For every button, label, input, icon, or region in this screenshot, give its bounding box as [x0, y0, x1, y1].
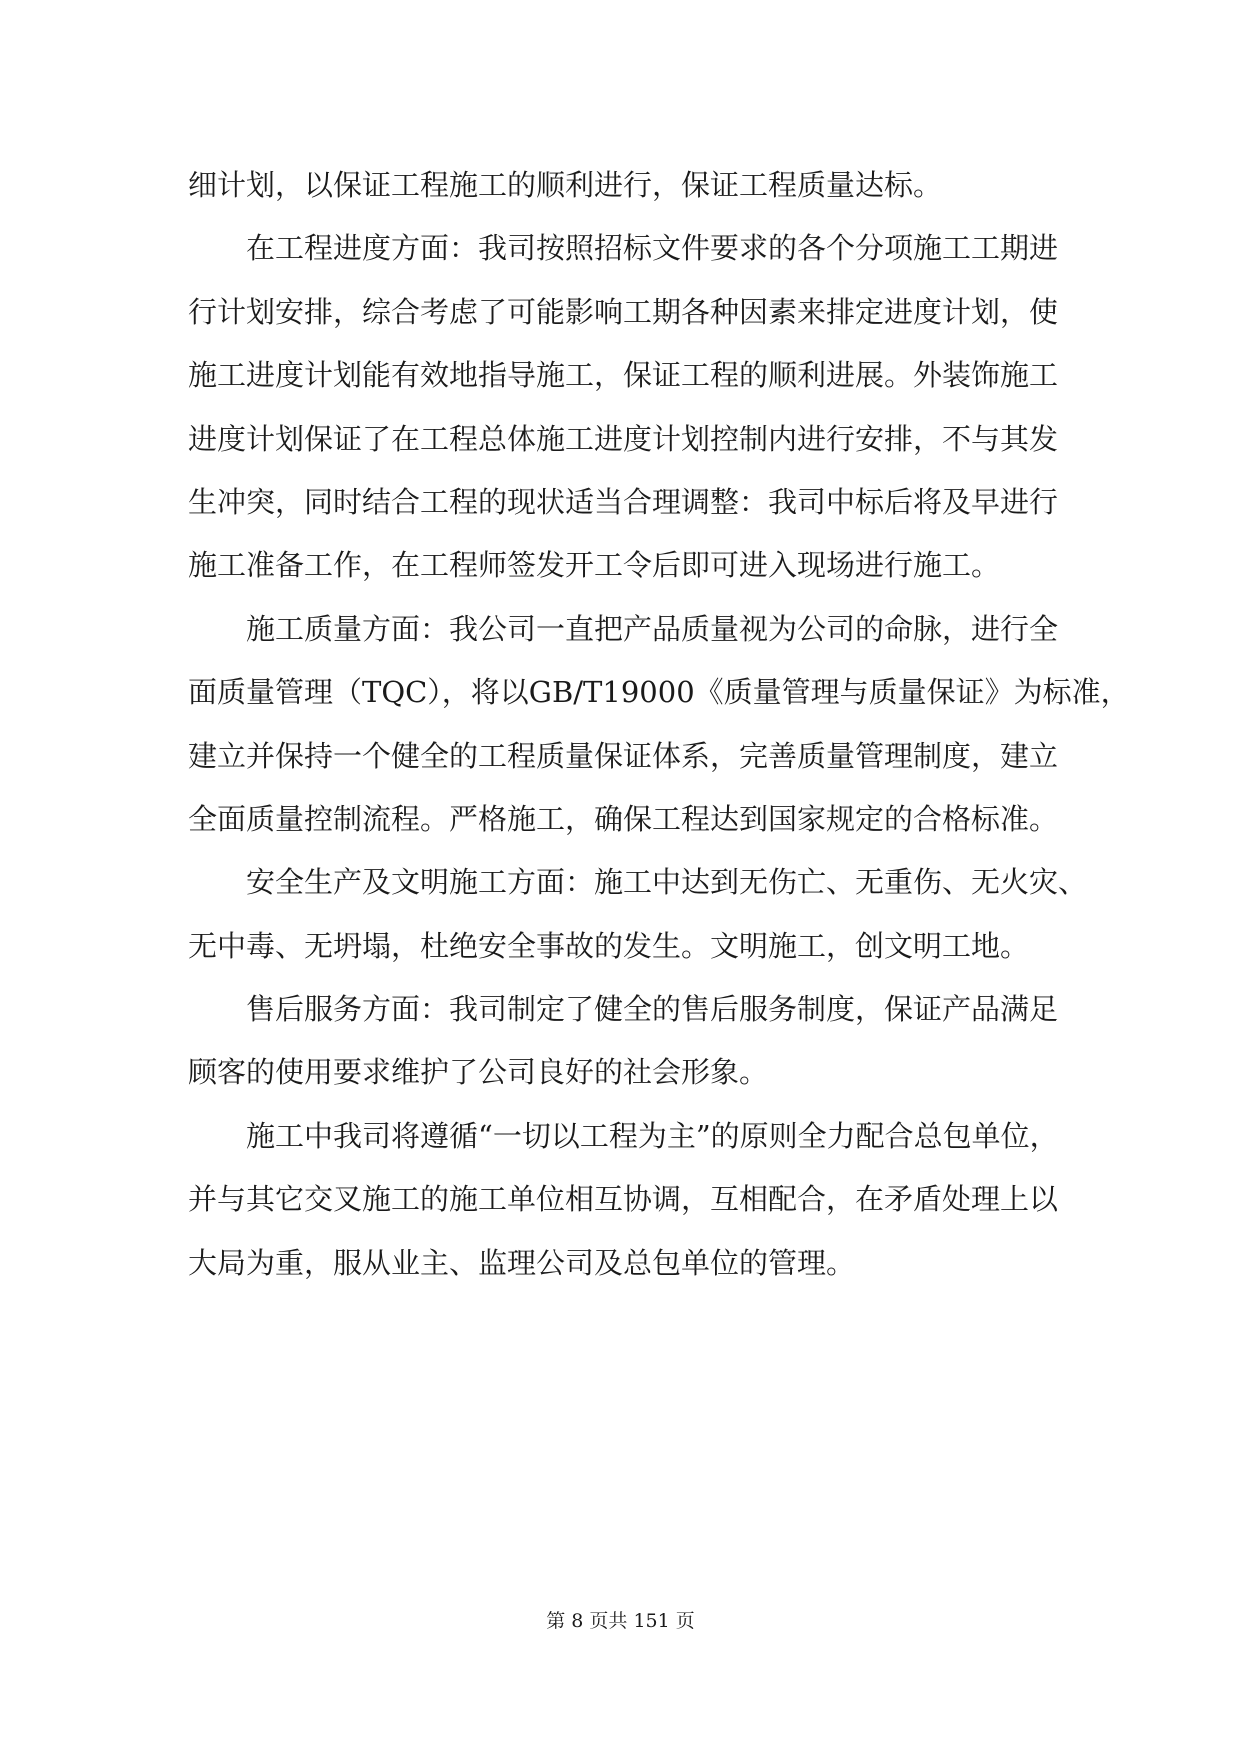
text-line: 大局为重，服从业主、监理公司及总包单位的管理。 [188, 1245, 856, 1280]
text-line: 面质量管理（TQC），将以GB/T19000《质量管理与质量保证》为标准， [188, 675, 1130, 710]
paragraph-first-line: 安全生产及文明施工方面：施工中达到无伤亡、无重伤、无火灾、 [246, 865, 1088, 900]
text-line: 施工进度计划能有效地指导施工，保证工程的顺利进展。外装饰施工 [188, 358, 1059, 393]
text-line: 建立并保持一个健全的工程质量保证体系，完善质量管理制度，建立 [188, 738, 1059, 773]
paragraph-first-line: 施工中我司将遵循“一切以工程为主”的原则全力配合总包单位， [246, 1118, 1059, 1153]
text-line: 全面质量控制流程。严格施工，确保工程达到国家规定的合格标准。 [188, 801, 1059, 836]
text-line: 行计划安排，综合考虑了可能影响工期各种因素来排定进度计划，使 [188, 294, 1059, 329]
paragraph-first-line: 在工程进度方面：我司按照招标文件要求的各个分项施工工期进 [246, 231, 1059, 266]
text-line: 生冲突，同时结合工程的现状适当合理调整：我司中标后将及早进行 [188, 484, 1059, 519]
text-line: 进度计划保证了在工程总体施工进度计划控制内进行安排，不与其发 [188, 421, 1059, 456]
text-line: 无中毒、无坍塌，杜绝安全事故的发生。文明施工，创文明工地。 [188, 928, 1030, 963]
text-line: 细计划，以保证工程施工的顺利进行，保证工程质量达标。 [188, 168, 943, 202]
body-text [188, 154, 1130, 1295]
paragraph-first-line: 售后服务方面：我司制定了健全的售后服务制度，保证产品满足 [246, 992, 1059, 1027]
paragraph-first-line: 施工质量方面：我公司一直把产品质量视为公司的命脉，进行全 [246, 611, 1059, 646]
text-line: 施工准备工作，在工程师签发开工令后即可进入现场进行施工。 [188, 548, 1001, 583]
text-line: 顾客的使用要求维护了公司良好的社会形象。 [188, 1055, 769, 1090]
text-line: 并与其它交叉施工的施工单位相互协调，互相配合，在矛盾处理上以 [188, 1182, 1059, 1217]
page-number-footer: 第 8 页共 151 页 [546, 1610, 695, 1632]
